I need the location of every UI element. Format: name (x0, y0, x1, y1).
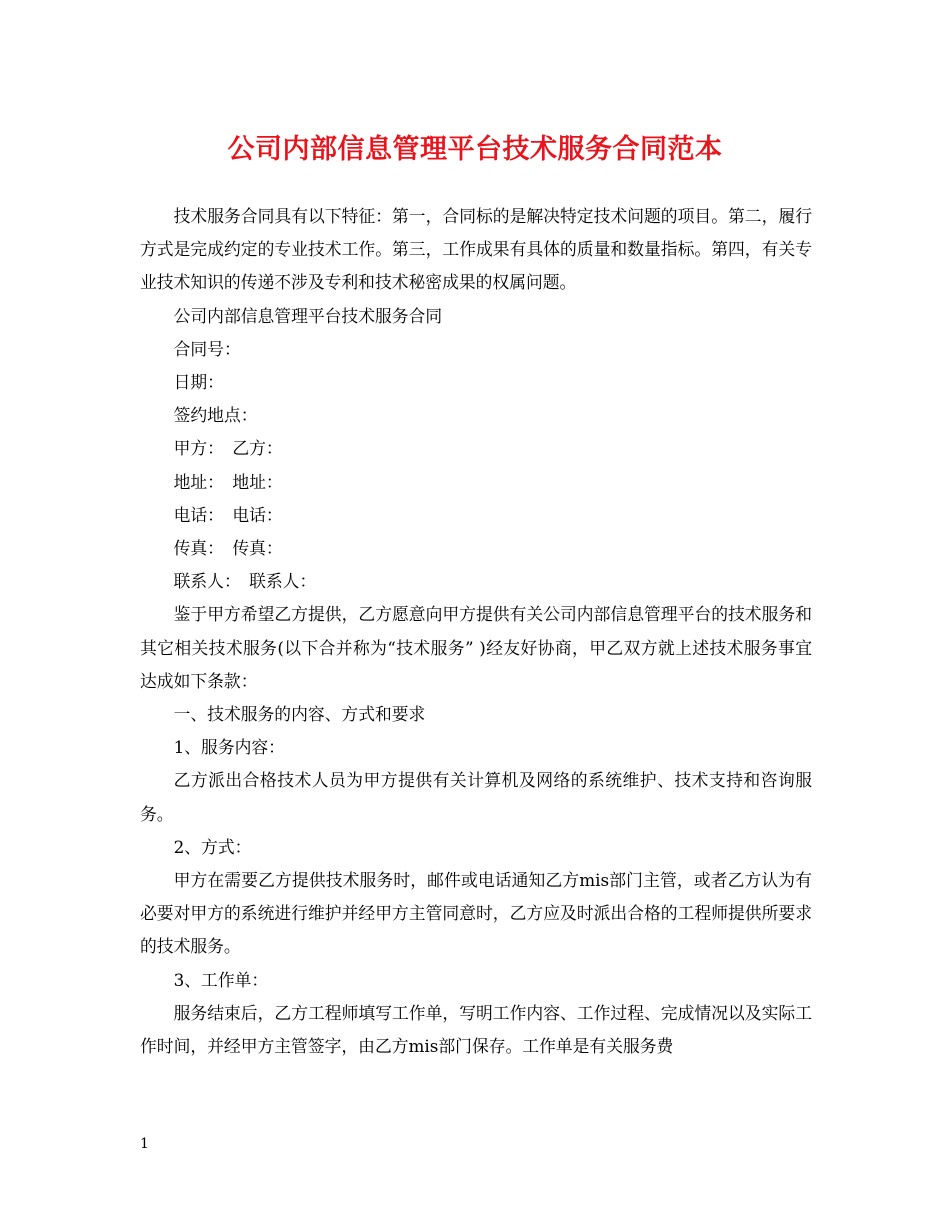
fax-field: 传真： 传真： (173, 538, 283, 559)
preamble-paragraph: 鉴于甲方希望乙方提供，乙方愿意向甲方提供有关公司内部信息管理平台的技术服务和其它相关技术服务(以下合并称为“技术服务” )经友好协商，甲乙双方就上述技术服务事宜达成如下条款： (140, 604, 812, 691)
clause-heading: 2、方式： (173, 836, 252, 857)
clause-paragraph: 乙方派出合格技术人员为甲方提供有关计算机及网络的系统维护、技术支持和咨询服务。 (140, 770, 812, 824)
contract-number-field: 合同号： (173, 338, 241, 359)
signing-place-field: 签约地点： (173, 405, 258, 426)
clause-heading: 1、服务内容： (173, 737, 285, 758)
clause-paragraph: 服务结束后，乙方工程师填写工作单，写明工作内容、工作过程、完成情况以及实际工作时间，并经甲方主管签字，由乙方mis部门保存。工作单是有关服务费 (140, 1002, 812, 1057)
phone-field: 电话： 电话： (173, 504, 283, 525)
page-number: 1 (140, 1136, 149, 1152)
date-field: 日期： (173, 372, 224, 393)
document-body (140, 200, 812, 1063)
contract-name: 公司内部信息管理平台技术服务合同 (173, 305, 443, 326)
intro-paragraph: 技术服务合同具有以下特征：第一，合同标的是解决特定技术问题的项目。第二，履行方式是完成约定的专业技术工作。第三，工作成果有具体的质量和数量指标。第四，有关专业技术知识的传递不涉及专利和技术秘密成果的权属问题。 (140, 206, 812, 293)
section-heading: 一、技术服务的内容、方式和要求 (173, 704, 426, 725)
clause-paragraph: 甲方在需要乙方提供技术服务时，邮件或电话通知乙方mis部门主管，或者乙方认为有必要对甲方的系统进行维护并经甲方主管同意时，乙方应及时派出合格的工程师提供所要求的技术服务。 (140, 870, 812, 957)
clause-heading: 3、工作单： (173, 969, 269, 990)
party-field: 甲方： 乙方： (173, 438, 283, 459)
document-title: 公司内部信息管理平台技术服务合同范本 (227, 134, 723, 165)
contact-field: 联系人： 联系人： (173, 571, 317, 592)
address-field: 地址： 地址： (173, 471, 283, 492)
